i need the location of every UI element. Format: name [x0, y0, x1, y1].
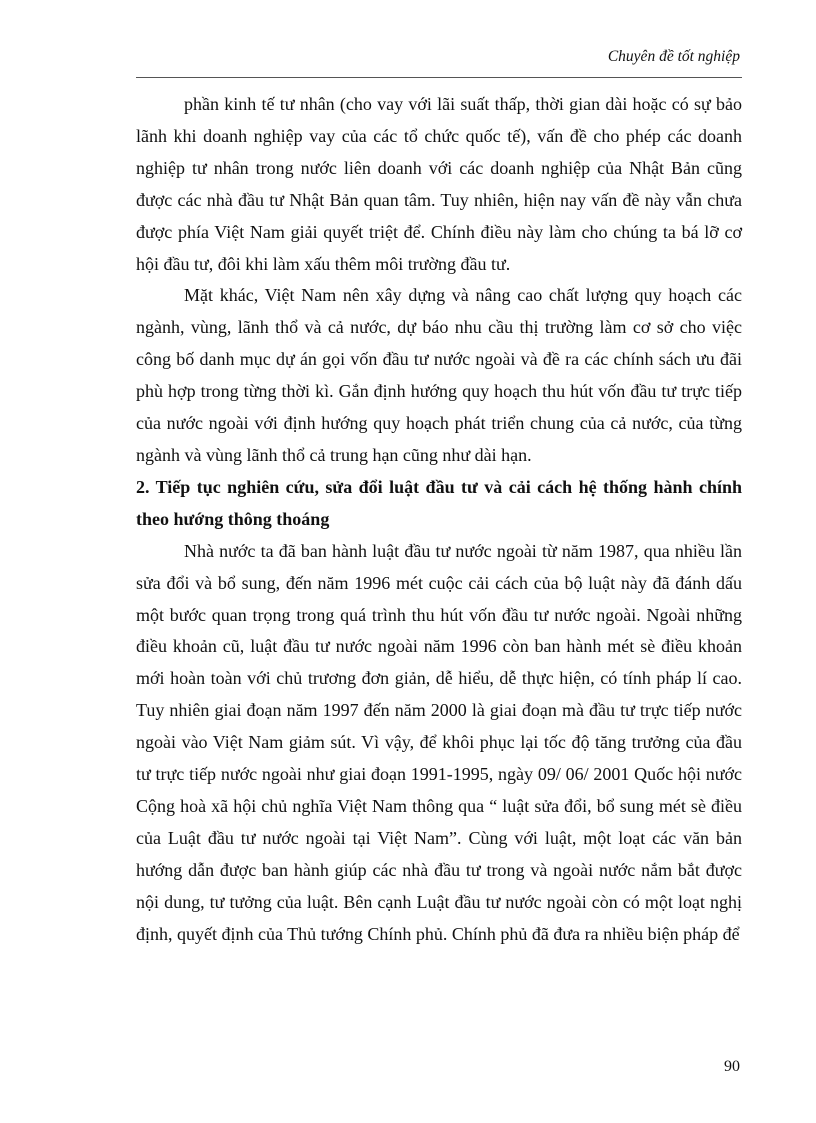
- paragraph-planning: Mặt khác, Việt Nam nên xây dựng và nâng cao chất lượng quy hoạch các ngành, vùng, lãnh thổ và cả nước, dự báo nhu cầu thị trường làm cơ sở cho việc công bố danh mục dự án gọi vốn đầu tư nước ngoài và đề ra các chính sách ưu đãi phù hợp trong từng thời kì. Gắn định hướng quy hoạch thu hút vốn đầu tư trực tiếp của nước ngoài với định hướng quy hoạch phát triển chung của cả nước, của từng ngành và vùng lãnh thổ cả trung hạn cũng như dài hạn.: [136, 285, 742, 465]
- paragraph-investment-law: Nhà nước ta đã ban hành luật đầu tư nước ngoài từ năm 1987, qua nhiều lần sửa đổi và bổ sung, đến năm 1996 mét cuộc cải cách của bộ luật này đã đánh dấu một bước quan trọng trong quá trình thu hút vốn đầu tư nước ngoài. Ngoài những điều khoản cũ, luật đầu tư nước ngoài năm 1996 còn ban hành mét sè điều khoản mới hoàn toàn với chủ trương đơn giản, dễ hiểu, dễ thực hiện, có tính pháp lí cao. Tuy nhiên giai đoạn năm 1997 đến năm 2000 là giai đoạn mà đầu tư trực tiếp nước ngoài vào Việt Nam giảm sút. Vì vậy, để khôi phục lại tốc độ tăng trưởng của đầu tư trực tiếp nước ngoài như giai đoạn 1991-1995, ngày 09/ 06/ 2001 Quốc hội nước Cộng hoà xã hội chủ nghĩa Việt Nam thông qua “ luật sửa đổi, bổ sung mét sè điều của Luật đầu tư nước ngoài tại Việt Nam”. Cùng với luật, một loạt các văn bản hướng dẫn được ban hành giúp các nhà đầu tư trong và ngoài nước nắm bắt được nội dung, tư tưởng của luật. Bên cạnh Luật đầu tư nước ngoài còn có một loạt nghị định, quyết định của Thủ tướng Chính phủ. Chính phủ đã đưa ra nhiều biện pháp để: [136, 540, 742, 944]
- page-number: 90: [724, 1058, 740, 1075]
- section-heading: 2. Tiếp tục nghiên cứu, sửa đổi luật đầu tư và cải cách hệ thống hành chính theo hướng thông thoáng: [136, 476, 742, 529]
- header-divider: [136, 77, 742, 78]
- body-text: [136, 89, 742, 950]
- paragraph-continuation: phần kinh tế tư nhân (cho vay với lãi suất thấp, thời gian dài hoặc có sự bảo lãnh khi doanh nghiệp vay của các tổ chức quốc tế), vấn đề cho phép các doanh nghiệp tư nhân trong nước liên doanh với các doanh nghiệp của Nhật Bản cũng được các nhà đầu tư Nhật Bản quan tâm. Tuy nhiên, hiện nay vấn đề này vẫn chưa được phía Việt Nam giải quyết triệt để. Chính điều này làm cho chúng ta bá lỡ cơ hội đầu tư, đôi khi làm xấu thêm môi trường đầu tư.: [136, 94, 742, 274]
- running-header-title: Chuyên đề tốt nghiệp: [607, 48, 740, 65]
